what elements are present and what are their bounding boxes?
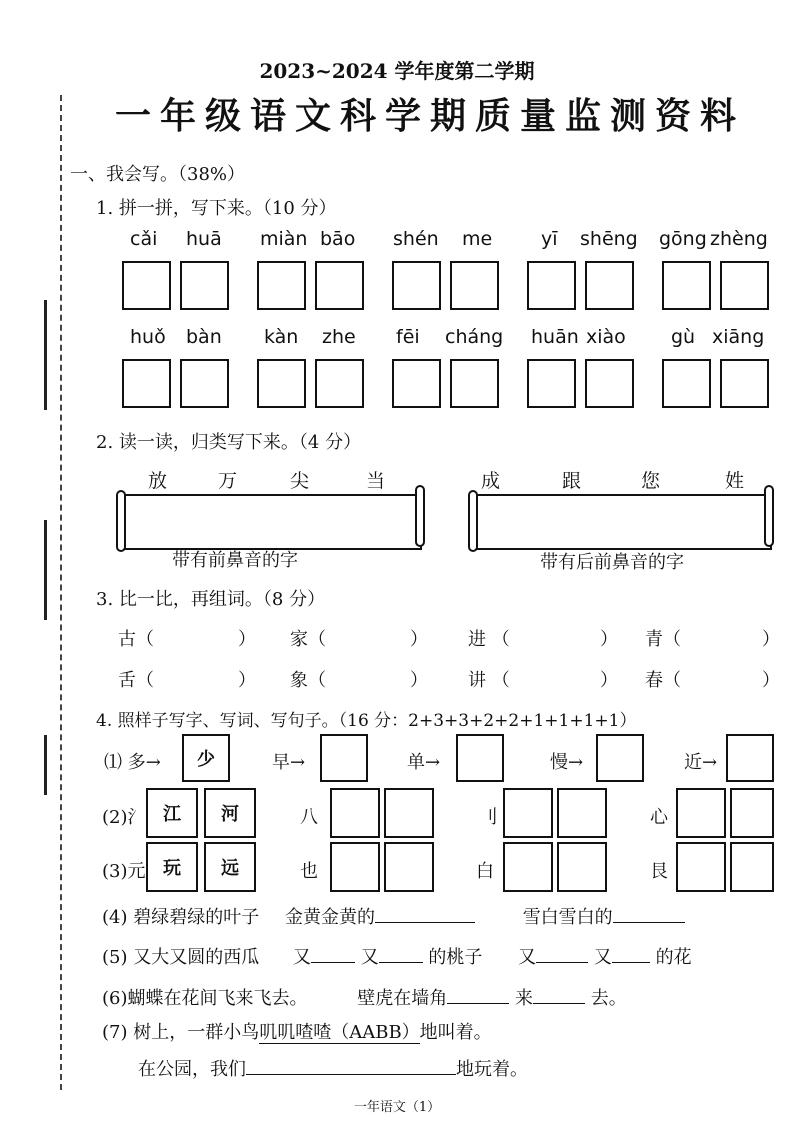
blank-line[interactable]	[375, 905, 475, 923]
compare-char: 象（	[290, 670, 326, 691]
answer-box[interactable]	[720, 261, 769, 310]
prompt-word: 的桃子	[428, 947, 483, 968]
prompt-word: 又	[292, 947, 311, 968]
prompt-word: 的花	[655, 947, 692, 968]
example-phrase: (4) 碧绿碧绿的叶子	[102, 907, 260, 928]
answer-box[interactable]	[330, 842, 380, 892]
radical: 也	[300, 861, 318, 882]
sentence-line	[102, 984, 627, 1010]
pinyin: bāo	[320, 228, 356, 250]
sort-char: 姓	[725, 470, 745, 492]
example-box: 江	[146, 788, 198, 838]
answer-box[interactable]	[392, 261, 441, 310]
example-sentence-end: 地叫着。	[419, 1022, 492, 1043]
answer-box[interactable]	[456, 734, 504, 782]
answer-box[interactable]	[676, 788, 726, 838]
pinyin: me	[462, 228, 493, 250]
prompt-phrase: 壁虎在墙角	[357, 988, 448, 1009]
blank-line[interactable]	[612, 945, 650, 963]
scroll-answer-area[interactable]	[122, 494, 422, 550]
pinyin: shén	[393, 228, 439, 250]
blank-line[interactable]	[613, 905, 685, 923]
prompt-word: 又	[518, 947, 537, 968]
bracket-close: ）	[600, 629, 618, 650]
pinyin: zhèng	[710, 228, 768, 250]
example-sentence: (6)蝴蝶在花间飞来飞去。	[102, 988, 308, 1009]
pinyin: huǒ	[130, 326, 166, 348]
answer-box[interactable]	[527, 359, 576, 408]
answer-box[interactable]	[503, 788, 553, 838]
compare-char: 古（	[118, 629, 154, 650]
sort-char: 您	[641, 470, 661, 492]
pinyin: xiào	[586, 326, 626, 348]
pinyin: fēi	[396, 326, 420, 348]
scroll-caption: 带有后前鼻音的字	[540, 552, 684, 573]
bracket-close: ）	[238, 670, 256, 691]
sort-char: 万	[218, 470, 238, 492]
question-title: 3. 比一比，再组词。（8 分）	[96, 589, 326, 610]
term-title: 2023~2024 学年度第二学期	[259, 59, 535, 83]
example-box: 玩	[146, 842, 198, 892]
bracket-close: ）	[410, 629, 428, 650]
compare-char: 青（	[645, 629, 681, 650]
answer-box[interactable]	[720, 359, 769, 408]
binding-mark	[44, 300, 47, 410]
compare-char: 家（	[290, 629, 326, 650]
pinyin: huān	[531, 326, 579, 348]
section-title: 一、我会写。（38%）	[70, 164, 246, 185]
radical: 心	[650, 807, 668, 828]
answer-box[interactable]	[392, 359, 441, 408]
sort-char: 跟	[562, 470, 582, 492]
radical: 刂	[480, 807, 498, 828]
pinyin: cháng	[445, 326, 504, 348]
radical: 艮	[650, 861, 668, 882]
radical: 八	[300, 807, 318, 828]
pinyin: kàn	[264, 326, 299, 348]
answer-box[interactable]	[450, 261, 499, 310]
sentence-line	[102, 1018, 492, 1044]
answer-box[interactable]	[726, 734, 774, 782]
answer-box[interactable]	[450, 359, 499, 408]
answer-box[interactable]	[315, 359, 364, 408]
answer-box[interactable]	[180, 261, 229, 310]
example-box: 河	[204, 788, 256, 838]
prompt-phrase: 地玩着。	[456, 1059, 528, 1080]
answer-box[interactable]	[384, 788, 434, 838]
question-title: 2. 读一读，归类写下来。（4 分）	[96, 432, 362, 453]
scroll-curl	[415, 485, 425, 547]
answer-box[interactable]	[557, 842, 607, 892]
answer-box[interactable]	[730, 788, 774, 838]
answer-box[interactable]	[122, 359, 171, 408]
blank-line[interactable]	[533, 986, 585, 1004]
pinyin: zhe	[322, 326, 356, 348]
binding-mark	[44, 735, 47, 795]
page-title: 一年级语文科学期质量监测资料	[114, 95, 745, 137]
blank-line[interactable]	[536, 945, 588, 963]
example-label: (3)元	[102, 861, 146, 882]
compare-char: 舌（	[118, 670, 154, 691]
answer-box[interactable]	[257, 359, 306, 408]
example-box: 远	[204, 842, 256, 892]
prompt-char: 慢→	[550, 752, 584, 773]
sort-char: 尖	[290, 470, 310, 492]
bracket-close: ）	[762, 629, 780, 650]
answer-box[interactable]	[596, 734, 644, 782]
pinyin: cǎi	[130, 228, 158, 250]
bracket-close: ）	[410, 670, 428, 691]
binding-dashed-line	[60, 95, 62, 1090]
answer-box[interactable]	[330, 788, 380, 838]
blank-line[interactable]	[379, 945, 423, 963]
prompt-word: 又	[593, 947, 612, 968]
answer-box[interactable]	[503, 842, 553, 892]
blank-line[interactable]	[311, 945, 355, 963]
compare-char: 春（	[645, 670, 681, 691]
page-footer: 一年语文（1）	[353, 1100, 441, 1115]
pinyin: bàn	[186, 326, 222, 348]
scroll-curl	[764, 485, 774, 547]
answer-box[interactable]	[384, 842, 434, 892]
bracket-close: ）	[600, 670, 618, 691]
answer-box[interactable]	[315, 261, 364, 310]
answer-box[interactable]	[676, 842, 726, 892]
blank-line[interactable]	[447, 986, 509, 1004]
pinyin: gù	[671, 326, 696, 348]
answer-box[interactable]	[585, 261, 634, 310]
prompt-word: 去。	[590, 988, 627, 1009]
bracket-close: ）	[762, 670, 780, 691]
pinyin: xiāng	[712, 326, 765, 348]
compare-char: 讲 （	[468, 670, 510, 691]
answer-box[interactable]	[662, 359, 711, 408]
pinyin: miàn	[260, 228, 308, 250]
sort-char: 放	[148, 470, 168, 492]
scroll-curl	[116, 490, 126, 552]
answer-box[interactable]	[122, 261, 171, 310]
question-title: 4. 照样子写字、写词、写句子。（16 分：2+3+3+2+2+1+1+1+1）	[96, 711, 637, 731]
prompt-word: 又	[360, 947, 379, 968]
scroll-caption: 带有前鼻音的字	[172, 550, 298, 571]
sentence-line	[102, 903, 685, 929]
example-sentence: (7) 树上，一群小鸟	[102, 1022, 260, 1043]
sentence-line	[102, 943, 692, 969]
prompt-phrase: 雪白雪白的	[522, 907, 613, 928]
answer-box[interactable]	[527, 261, 576, 310]
pinyin: shēng	[580, 228, 638, 250]
pinyin: yī	[541, 228, 558, 250]
pinyin: gōng	[659, 228, 707, 250]
answer-box[interactable]	[257, 261, 306, 310]
answer-box[interactable]	[585, 359, 634, 408]
prompt-char: 单→	[407, 752, 441, 773]
prompt-char: 早→	[272, 752, 306, 773]
sentence-line	[138, 1055, 528, 1081]
prompt-phrase: 金黄金黄的	[284, 907, 375, 928]
example-box: 少	[182, 734, 230, 782]
answer-box[interactable]	[320, 734, 368, 782]
question-title: 1. 拼一拼，写下来。（10 分）	[96, 198, 337, 219]
scroll-answer-area[interactable]	[474, 494, 772, 550]
answer-box[interactable]	[180, 359, 229, 408]
prompt-char: 近→	[684, 752, 718, 773]
underlined-example: 叽叽喳喳（AABB）	[259, 1022, 420, 1043]
answer-box[interactable]	[730, 842, 774, 892]
bracket-close: ）	[238, 629, 256, 650]
example-phrase: (5) 又大又圆的西瓜	[102, 947, 260, 968]
answer-box[interactable]	[662, 261, 711, 310]
prompt-phrase: 在公园，我们	[138, 1059, 246, 1080]
binding-mark	[44, 520, 47, 620]
answer-box[interactable]	[557, 788, 607, 838]
radical: 白	[476, 861, 494, 882]
prompt-word: 来	[514, 988, 533, 1009]
sort-char: 成	[481, 470, 501, 492]
compare-char: 进 （	[468, 629, 510, 650]
sort-char: 当	[366, 470, 386, 492]
blank-line[interactable]	[246, 1057, 456, 1075]
pinyin: huā	[186, 228, 222, 250]
scroll-curl	[468, 490, 478, 552]
example-label: (2)氵	[102, 807, 146, 828]
example-label: ⑴ 多→	[104, 752, 161, 773]
